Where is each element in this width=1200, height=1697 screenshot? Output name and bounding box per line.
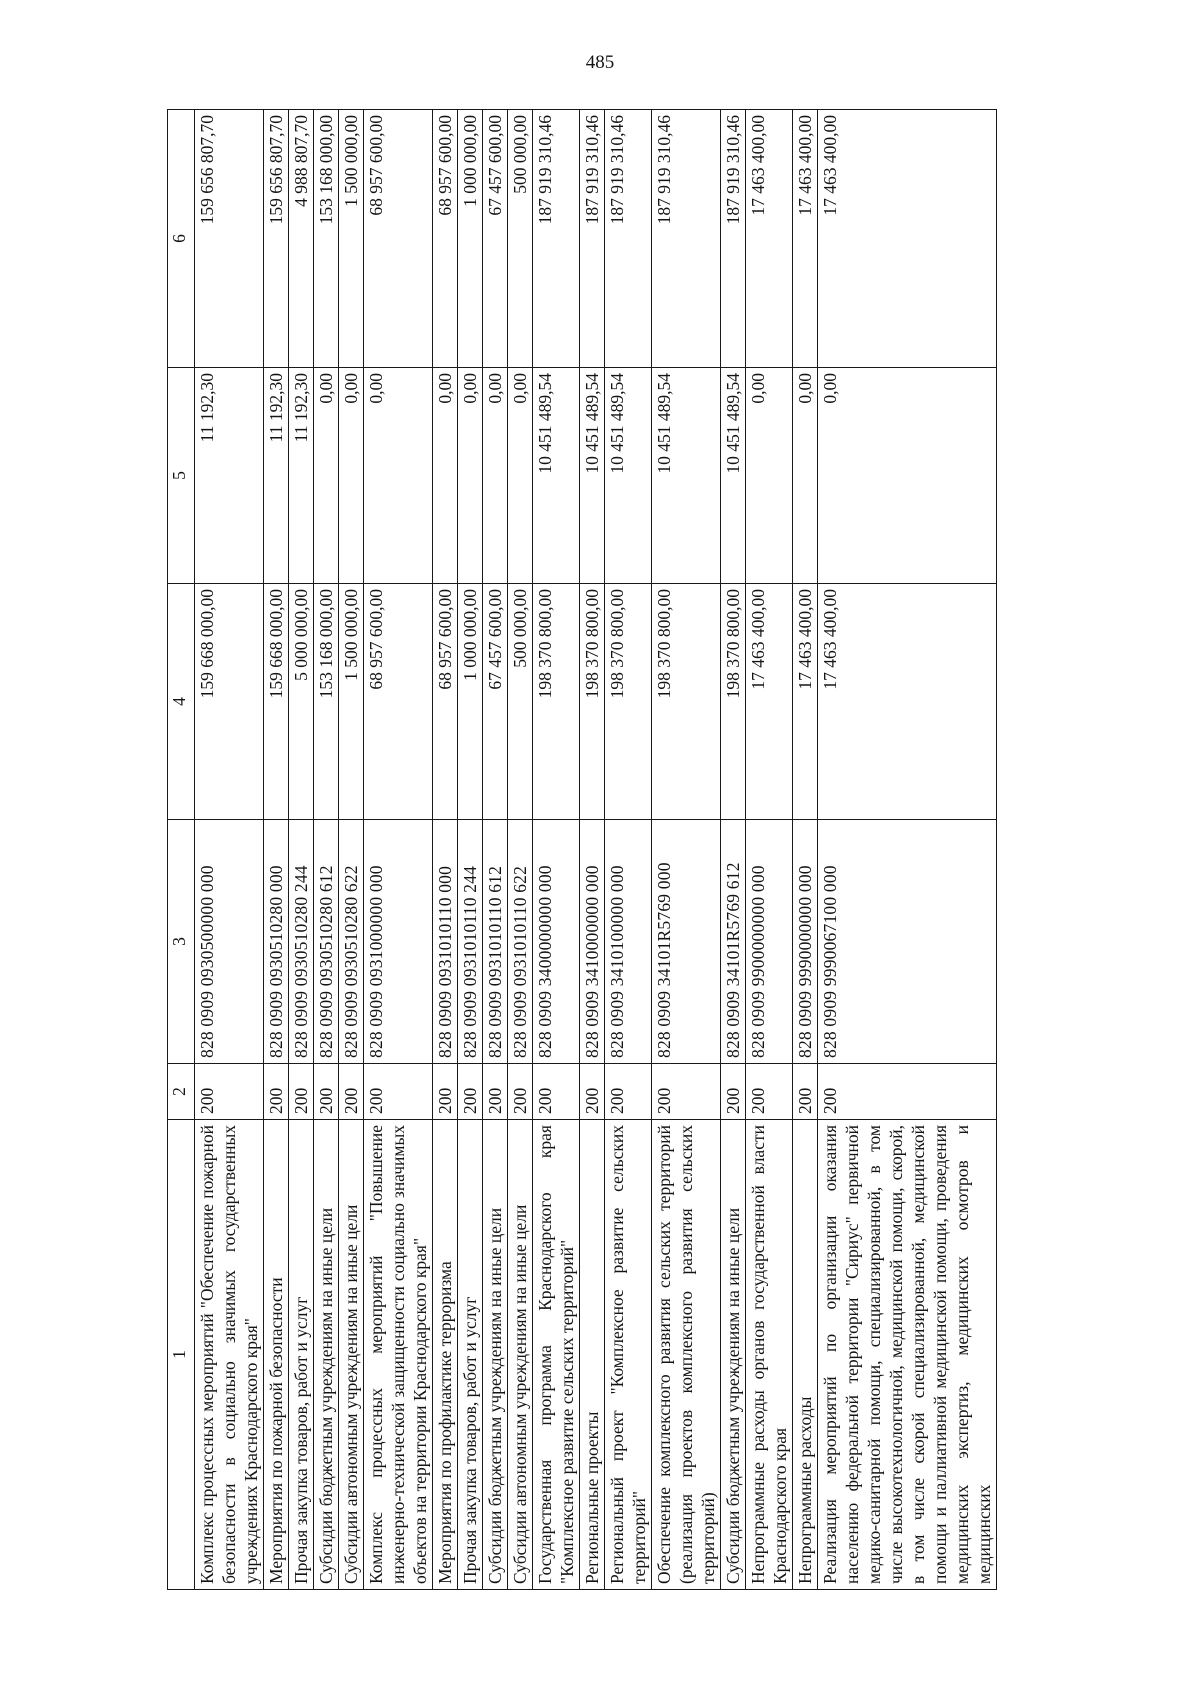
- row-col2: 200: [508, 1064, 533, 1120]
- table-row: [289, 110, 314, 1590]
- row-col2: 200: [746, 1064, 793, 1120]
- row-value-4: 67 457 600,00: [483, 584, 508, 820]
- row-value-6: 187 919 310,46: [652, 110, 721, 368]
- page-number: 485: [585, 52, 615, 73]
- row-name: Мероприятия по профилактике терроризма: [433, 1120, 458, 1590]
- row-name: Субсидии бюджетным учреждениям на иные цели: [483, 1120, 508, 1590]
- row-value-6: 153 168 000,00: [314, 110, 339, 368]
- row-value-6: 17 463 400,00: [793, 110, 818, 368]
- row-value-4: 17 463 400,00: [746, 584, 793, 820]
- row-name: Субсидии бюджетным учреждениям на иные цели: [314, 1120, 339, 1590]
- row-name: Региональные проекты: [580, 1120, 605, 1590]
- row-code: 828 0909 0930510280 000: [264, 820, 289, 1064]
- row-value-4: 17 463 400,00: [793, 584, 818, 820]
- row-code: 828 0909 0931010110 244: [458, 820, 483, 1064]
- row-name: Непрограммные расходы: [793, 1120, 818, 1590]
- table-row: [652, 110, 721, 1590]
- row-name: Непрограммные расходы органов государственной власти Краснодарского края: [746, 1120, 793, 1590]
- row-name: Государственная программа Краснодарского края "Комплексное развитие сельских территорий": [533, 1120, 580, 1590]
- table-row: [314, 110, 339, 1590]
- table-row: [793, 110, 818, 1590]
- row-name: Мероприятия по пожарной безопасности: [264, 1120, 289, 1590]
- row-value-5: 11 192,30: [289, 368, 314, 584]
- table-row: [458, 110, 483, 1590]
- row-value-4: 68 957 600,00: [364, 584, 433, 820]
- row-value-6: 500 000,00: [508, 110, 533, 368]
- row-code: 828 0909 34101R5769 000: [652, 820, 721, 1064]
- row-value-5: 0,00: [458, 368, 483, 584]
- row-value-4: 17 463 400,00: [818, 584, 997, 820]
- column-header: 3: [168, 820, 195, 1064]
- row-code: 828 0909 0930510280 612: [314, 820, 339, 1064]
- row-value-5: 10 451 489,54: [580, 368, 605, 584]
- row-code: 828 0909 0931000000 000: [364, 820, 433, 1064]
- row-name: Прочая закупка товаров, работ и услуг: [289, 1120, 314, 1590]
- row-name: Реализация мероприятий по организации оказания населению федеральной территории "Сириус" первичной медико-санитарной помощи, специализированной, в том числе высокотехнологичной, медицинской помощи, скорой, в том числе скорой специализированной, медицинской помощи и паллиативной медицинской помощи, проведения медицинских экспертиз, медицинских осмотров и медицинских: [818, 1120, 997, 1590]
- row-name: Обеспечение комплексного развития сельских территорий (реализация проектов комплексного развития сельских территорий): [652, 1120, 721, 1590]
- row-value-5: 0,00: [339, 368, 364, 584]
- table-row: [195, 110, 264, 1590]
- table-body: [195, 110, 997, 1590]
- row-value-4: 153 168 000,00: [314, 584, 339, 820]
- table-row: [339, 110, 364, 1590]
- row-value-4: 198 370 800,00: [605, 584, 652, 820]
- row-value-5: 0,00: [314, 368, 339, 584]
- row-code: 828 0909 0930510280 244: [289, 820, 314, 1064]
- row-col2: 200: [605, 1064, 652, 1120]
- row-value-6: 187 919 310,46: [721, 110, 746, 368]
- row-col2: 200: [195, 1064, 264, 1120]
- row-col2: 200: [721, 1064, 746, 1120]
- table-row: [483, 110, 508, 1590]
- column-header: 6: [168, 110, 195, 368]
- row-value-5: 0,00: [483, 368, 508, 584]
- row-value-5: 10 451 489,54: [605, 368, 652, 584]
- table-row: [580, 110, 605, 1590]
- row-name: Прочая закупка товаров, работ и услуг: [458, 1120, 483, 1590]
- row-value-6: 159 656 807,70: [195, 110, 264, 368]
- row-col2: 200: [264, 1064, 289, 1120]
- row-value-4: 159 668 000,00: [264, 584, 289, 820]
- row-value-6: 159 656 807,70: [264, 110, 289, 368]
- column-header: 5: [168, 368, 195, 584]
- row-code: 828 0909 9900000000 000: [746, 820, 793, 1064]
- table-row: [264, 110, 289, 1590]
- row-value-6: 17 463 400,00: [818, 110, 997, 368]
- row-value-6: 1 000 000,00: [458, 110, 483, 368]
- table-row: [605, 110, 652, 1590]
- table-row: [433, 110, 458, 1590]
- row-name: Комплекс процессных мероприятий "Обеспечение пожарной безопасности в социально значимых государственных учреждениях Краснодарского края": [195, 1120, 264, 1590]
- row-code: 828 0909 3410000000 000: [580, 820, 605, 1064]
- row-col2: 200: [533, 1064, 580, 1120]
- column-header: 1: [168, 1120, 195, 1590]
- row-value-6: 187 919 310,46: [533, 110, 580, 368]
- row-col2: 200: [314, 1064, 339, 1120]
- row-code: 828 0909 9990000000 000: [793, 820, 818, 1064]
- table-row: [533, 110, 580, 1590]
- row-col2: 200: [433, 1064, 458, 1120]
- header-row: [168, 110, 195, 1590]
- row-value-6: 67 457 600,00: [483, 110, 508, 368]
- row-value-4: 1 000 000,00: [458, 584, 483, 820]
- row-value-4: 198 370 800,00: [721, 584, 746, 820]
- row-code: 828 0909 0930510280 622: [339, 820, 364, 1064]
- row-value-6: 187 919 310,46: [605, 110, 652, 368]
- table-row: [746, 110, 793, 1590]
- row-col2: 200: [580, 1064, 605, 1120]
- row-col2: 200: [364, 1064, 433, 1120]
- row-col2: 200: [339, 1064, 364, 1120]
- row-value-5: 10 451 489,54: [533, 368, 580, 584]
- row-value-5: 11 192,30: [195, 368, 264, 584]
- column-header: 2: [168, 1064, 195, 1120]
- row-code: 828 0909 3400000000 000: [533, 820, 580, 1064]
- row-col2: 200: [458, 1064, 483, 1120]
- row-col2: 200: [652, 1064, 721, 1120]
- row-value-4: 1 500 000,00: [339, 584, 364, 820]
- row-value-6: 187 919 310,46: [580, 110, 605, 368]
- row-code: 828 0909 0930500000 000: [195, 820, 264, 1064]
- row-value-4: 68 957 600,00: [433, 584, 458, 820]
- row-name: Субсидии бюджетным учреждениям на иные цели: [721, 1120, 746, 1590]
- row-code: 828 0909 9990067100 000: [818, 820, 997, 1064]
- row-value-4: 5 000 000,00: [289, 584, 314, 820]
- row-col2: 200: [818, 1064, 997, 1120]
- row-col2: 200: [793, 1064, 818, 1120]
- table-row: [721, 110, 746, 1590]
- row-name: Региональный проект "Комплексное развитие сельских территорий": [605, 1120, 652, 1590]
- row-value-5: 0,00: [793, 368, 818, 584]
- row-value-4: 500 000,00: [508, 584, 533, 820]
- row-code: 828 0909 3410100000 000: [605, 820, 652, 1064]
- row-value-4: 159 668 000,00: [195, 584, 264, 820]
- row-value-6: 1 500 000,00: [339, 110, 364, 368]
- row-value-4: 198 370 800,00: [652, 584, 721, 820]
- row-value-5: 0,00: [433, 368, 458, 584]
- row-name: Субсидии автономным учреждениям на иные цели: [339, 1120, 364, 1590]
- row-value-6: 68 957 600,00: [433, 110, 458, 368]
- table-row: [364, 110, 433, 1590]
- row-value-6: 68 957 600,00: [364, 110, 433, 368]
- row-value-4: 198 370 800,00: [580, 584, 605, 820]
- row-name: Субсидии автономным учреждениям на иные цели: [508, 1120, 533, 1590]
- row-code: 828 0909 0931010110 612: [483, 820, 508, 1064]
- row-value-4: 198 370 800,00: [533, 584, 580, 820]
- budget-table: [167, 109, 997, 1590]
- row-value-5: 10 451 489,54: [721, 368, 746, 584]
- column-header: 4: [168, 584, 195, 820]
- row-value-5: 0,00: [746, 368, 793, 584]
- rotated-table-container: [167, 110, 1061, 1590]
- row-code: 828 0909 0931010110 000: [433, 820, 458, 1064]
- row-value-5: 11 192,30: [264, 368, 289, 584]
- row-value-5: 0,00: [364, 368, 433, 584]
- row-name: Комплекс процессных мероприятий "Повышение инженерно-технической защищенности социально значимых объектов на территории Краснодарского края": [364, 1120, 433, 1590]
- table-row: [508, 110, 533, 1590]
- row-col2: 200: [289, 1064, 314, 1120]
- row-code: 828 0909 0931010110 622: [508, 820, 533, 1064]
- row-value-5: 0,00: [508, 368, 533, 584]
- row-code: 828 0909 34101R5769 612: [721, 820, 746, 1064]
- table-row: [818, 110, 997, 1590]
- row-value-5: 10 451 489,54: [652, 368, 721, 584]
- row-value-5: 0,00: [818, 368, 997, 584]
- row-value-6: 17 463 400,00: [746, 110, 793, 368]
- row-value-6: 4 988 807,70: [289, 110, 314, 368]
- row-col2: 200: [483, 1064, 508, 1120]
